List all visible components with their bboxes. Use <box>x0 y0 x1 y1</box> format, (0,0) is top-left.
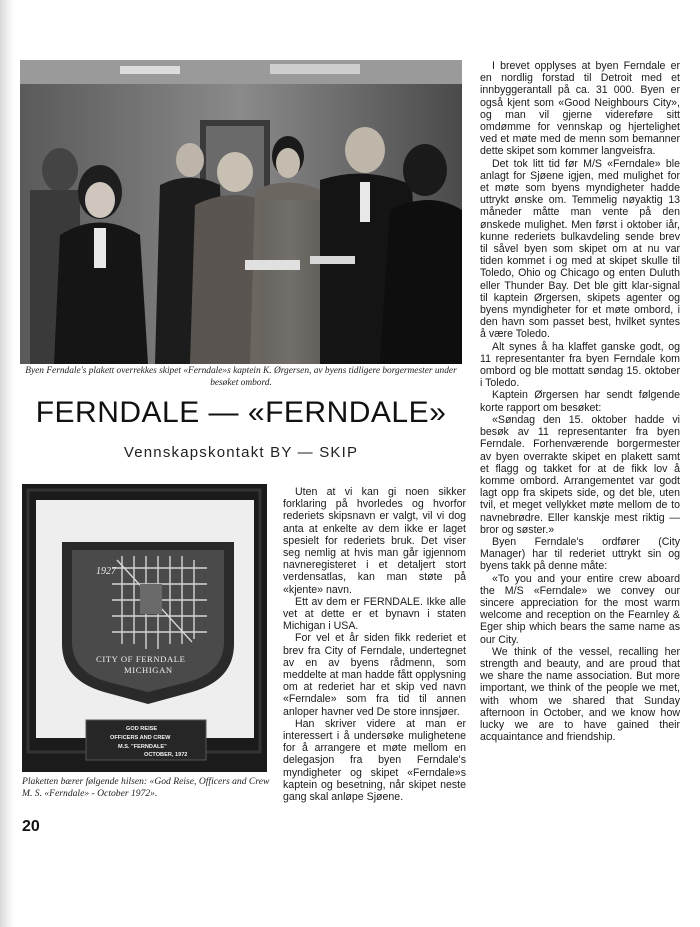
article-headline: FERNDALE — «FERNDALE» <box>35 396 447 429</box>
paragraph: We think of the vessel, recalling her strength and beauty, and are proud that we share the name association. But more important, we think of the people we met, with whom we shared that Sunday afternoon in October, and we know how lucky we are to have gained their acquaintance and friendship. <box>480 645 680 744</box>
nameplate-line1: GOD REISE <box>126 726 158 732</box>
plaque-city-line1: CITY OF FERNDALE <box>96 654 186 664</box>
photo-caption: Byen Ferndale's plakett overrekkes skipet «Ferndale»s kaptein K. Ørgersen, av byens tidligere borgermester under besøket ombord. <box>25 366 457 388</box>
plaque-caption: Plaketten bærer følgende hilsen: «God Reise, Officers and Crew M. S. «Ferndale» - October 1972». <box>22 776 270 799</box>
plaque-photo <box>22 484 267 772</box>
paragraph: Ett av dem er FERNDALE. Ikke alle vet at dette er et bynavn i staten Michigan i USA. <box>283 595 466 633</box>
article-subheadline: Vennskapskontakt BY — SKIP <box>123 444 359 461</box>
paragraph: Alt synes å ha klaffet ganske godt, og 11 representanter fra byen Ferndale kom ombord og ble mottatt søndag 15. oktober i Toledo. <box>480 340 680 390</box>
paragraph: Uten at vi kan gi noen sikker forklaring på hvorledes og hvorfor rederiets skipsnavn er valgt, vil vi dog anta at enkelte av dem ikke er laget spesielt for rederiets bruk. Det viser seg nemlig at hvis man går igjennom navneregisteret i et detaljert stort verdensatlas, kan man støte på «kjente» navn. <box>283 486 466 596</box>
nameplate-line2: OFFICERS AND CREW <box>110 735 171 741</box>
paragraph: Det tok litt tid før M/S «Ferndale» ble anlagt for Sjøene igjen, med mulighet for et møte som byens myndigheter hadde uttrykt ønske om. Temmelig nøyaktig 13 måneder måtte man vente på den ønskede mulighet. Men først i oktober iår, kunne rederiets bulkavdeling sende brev til såvel byen som skipet om at nu var tiden kommet i og med at skipet skulle til Toledo, Ohio og Chicago og enten Duluth eller Thunder Bay. Det ble gitt klar-signal til kaptein Ørgersen, skipets agenter og byens myndigheter for et møte ombord, i den havn som passet best, hvilket syntes å være Toledo. <box>480 157 680 341</box>
paragraph: «To you and your entire crew aboard the M/S «Ferndale» we convey our sincere appreciation for the most warm welcome and reception on the Fearnley & Eger ship which bears the same name as our City. <box>480 572 680 646</box>
article-column-right <box>480 60 680 743</box>
plaque-year: 1927 <box>96 566 116 577</box>
ceremony-photo <box>20 60 462 364</box>
paragraph: I brevet opplyses at byen Ferndale er en nordlig forstad til Detroit med et innbyggerantall på ca. 31 000. Byen er også kjent som «Good Neighbours City», og man vil gjerne videreføre sitt omdømme for vennskap og hjertelighet ved et møte med de menn som bemanner dette skipet som kommer langveisfra. <box>480 60 680 158</box>
plaque-city-line2: MICHIGAN <box>124 665 173 675</box>
paragraph: Kaptein Ørgersen har sendt følgende korte rapport om besøket: <box>480 389 680 414</box>
nameplate-line3: M.S. "FERNDALE" <box>118 744 167 750</box>
paragraph: Han skriver videre at man er interessert i å undersøke mulighetene for å arrangere et møte mellom en delegasjon fra byen Ferndale's myndigheter og skipet «Ferndale»s kaptein og besetning, når skipet neste gang skal anløpe Sjøene. <box>283 717 466 804</box>
paragraph: Byen Ferndale's ordfører (City Manager) har til rederiet uttrykt sin og byens takk på denne måte: <box>480 535 680 573</box>
paragraph: «Søndag den 15. oktober hadde vi besøk av 11 representanter fra byen Ferndale. Forhenværende borgermester av byen overrakte skipet en plakett samt et flagg og takket for at de fikk lov å komme ombord. Arrangementet var godt lagt opp fra skipets side, og det ble, uten tvil, et meget vellykket møte mellom de to navnebrødre. Eller kanskje mest riktig — bror og søster.» <box>480 413 680 536</box>
nameplate-line4: OCTOBER, 1972 <box>144 752 188 758</box>
paragraph: For vel et år siden fikk rederiet et brev fra City of Ferndale, undertegnet av en av byens rådmenn, som meddelte at man hadde fått opplysning om at rederiet har et skip ved navn «Ferndale» som fra tid til annen anloper havner ved De store innsjøer. <box>283 632 466 718</box>
article-column-middle <box>283 486 466 803</box>
page-number: 20 <box>22 818 40 835</box>
page-binding-edge <box>0 0 14 927</box>
